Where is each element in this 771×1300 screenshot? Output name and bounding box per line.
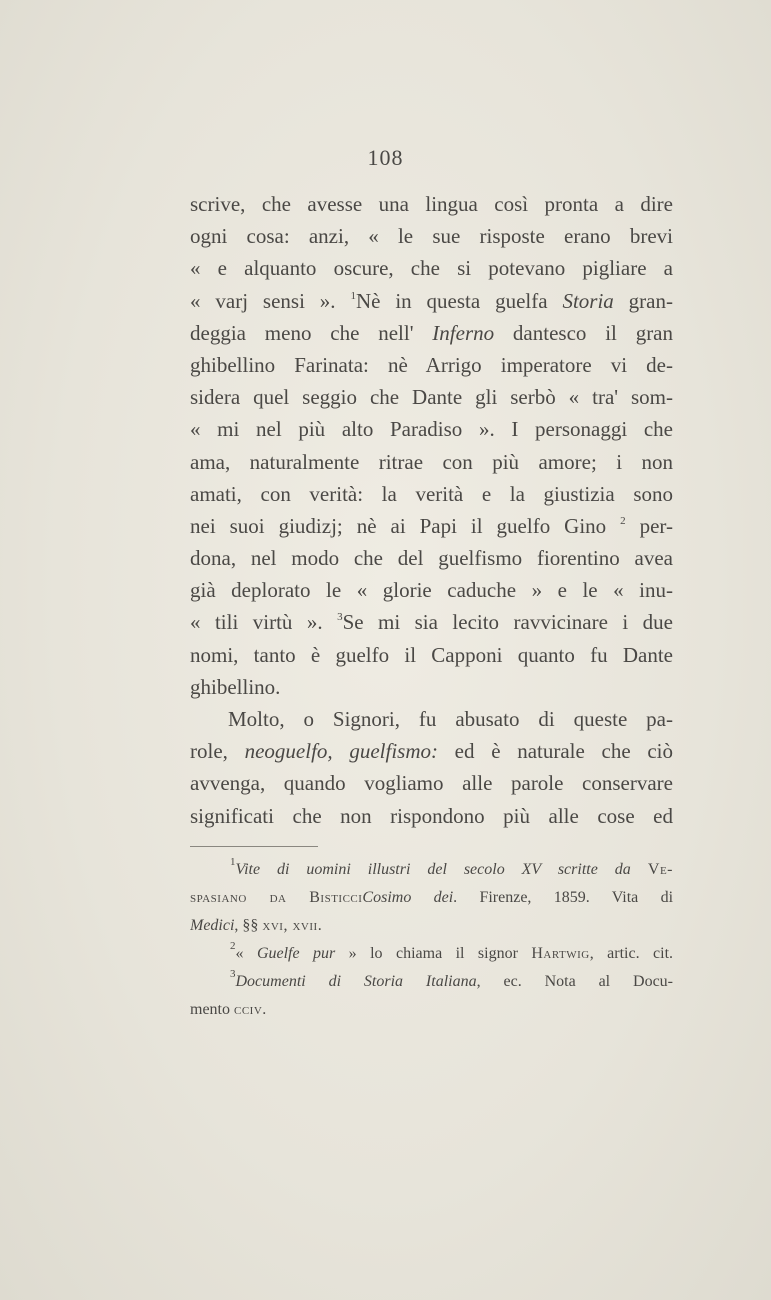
body-line [190,767,673,799]
footnote-line [190,912,673,940]
italic-text: Vite di uomini illustri del secolo XV scritte da [235,861,631,878]
body-line [190,510,673,542]
footnote-line [190,856,673,884]
small-caps-text: cciv [234,1001,263,1018]
text-run: « e alquanto oscure, che si potevano pigliare a [190,256,673,281]
body-line [190,606,673,638]
small-caps-text: Ve- [630,861,673,878]
text-run: mento [190,1001,234,1018]
footnote-marker: 1 [230,856,236,868]
footnotes [190,856,673,1024]
text-run: Nè in questa guelfa [355,288,563,313]
text-run: , artic. cit. [589,945,673,962]
text-run: . [262,1001,267,1018]
text-run: sidera quel seggio che Dante gli serbò « tra' som- [190,385,673,410]
text-run: scrive, che avesse una lingua così pronta a dire [190,192,673,216]
body-line [190,703,673,735]
body-line [190,188,673,220]
text-run: ogni cosa: anzi, « le sue risposte erano brevi [190,224,673,249]
body-text [190,188,673,832]
page-number: 108 [367,145,404,170]
text-run: ghibellino. [190,674,281,699]
text-run: nomi, tanto è guelfo il Capponi quanto fu Dante [190,642,673,667]
text-run: dantesco il gran [494,320,673,345]
footnote-line [190,968,673,996]
body-line [190,381,673,413]
italic-text: Inferno [432,320,495,345]
text-run: ghibellino Farinata: nè Arrigo imperatore vi de- [190,352,673,377]
text-run: » lo chiama il signor [335,945,532,962]
footnote-marker: 2 [230,940,236,952]
text-run: ed è naturale che ciò [438,739,673,764]
text-run: Molto, o Signori, fu abusato di queste pa- [228,707,673,731]
text-run: già deplorato le « glorie caduche » e le « inu- [190,578,673,603]
body-line [190,252,673,284]
text-run: ama, naturalmente ritrae con più amore; i non [190,449,673,474]
text-run: dona, nel modo che del guelfismo fiorentino avea [190,546,673,571]
text-run: significati che non rispondono più alle cose ed [190,803,673,828]
text-run: « tili virtù ». [190,610,338,635]
italic-text: Medici [190,917,235,934]
body-line [190,735,673,767]
body-line [190,285,673,317]
footnote-line [190,940,673,968]
body-line [190,639,673,671]
italic-text: Storia [562,288,614,313]
footnote-marker: 2 [620,514,626,527]
body-line [190,671,673,703]
footnote-marker: 3 [230,968,236,980]
body-line [190,446,673,478]
text-run: deggia meno che nell' [190,320,433,345]
italic-text: Documenti di Storia Italiana [235,973,477,990]
body-line [190,317,673,349]
text-run: . Firenze, 1859. Vita di [453,889,673,906]
small-caps-text: spasiano da Bisticci [190,889,363,906]
body-line [190,574,673,606]
body-line [190,349,673,381]
body-line [190,478,673,510]
text-run: , ec. Nota al Docu- [476,973,673,990]
body-line [190,220,673,252]
text-run: per- [625,513,673,538]
text-run: amati, con verità: la verità e la giustizia sono [190,481,673,506]
text-run: gran- [613,288,673,313]
text-run: « [235,945,257,962]
italic-text: Guelfe pur [256,945,336,962]
italic-text: Cosimo dei [362,889,454,906]
italic-text: neoguelfo, guelfismo: [244,739,438,764]
text-run: role, [190,739,245,764]
small-caps-text: Hartwig [531,945,590,962]
footnote-line [190,996,673,1024]
text-run: « mi nel più alto Paradiso ». I personaggi che [190,417,673,442]
body-line [190,800,673,832]
text-run: « varj sensi ». [190,288,351,313]
footnote-marker: 1 [350,289,356,302]
body-line [190,413,673,445]
small-caps-text: xvi, xvii [262,917,318,934]
footnote-separator [190,846,318,847]
text-run: avvenga, quando vogliamo alle parole conservare [190,771,673,796]
footnote-line [190,884,673,912]
text-run: , §§ [234,917,263,934]
body-line [190,542,673,574]
text-run: nei suoi giudizj; nè ai Papi il guelfo Gino [190,513,621,538]
text-run: Se mi sia lecito ravvicinare i due [342,610,673,635]
text-run: . [317,917,322,934]
footnote-marker: 3 [337,611,343,624]
